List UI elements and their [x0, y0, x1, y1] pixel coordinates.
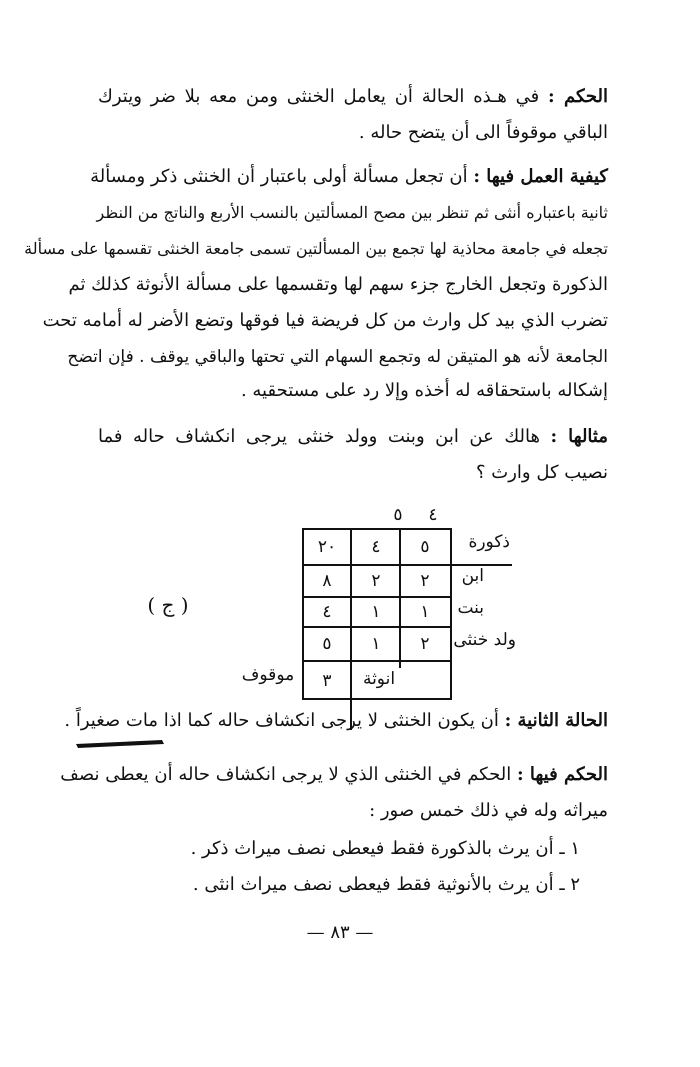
table-cell: ٨ — [322, 571, 332, 591]
text-line — [60, 762, 608, 788]
text-line: تجعله في جامعة محاذية لها تجمع بين المسألتين تسمى جامعة الخنثى تقسمها على مسألة — [24, 239, 608, 258]
text-line: نصيب كل وارث ؟ — [476, 462, 608, 483]
table-cell: ٤ — [371, 537, 381, 557]
section-label: الحكم : — [548, 86, 609, 107]
text-line: ثانية باعتباره أنثى ثم تنظر بين مصح المسألتين بالنسب الأربع والناتج من النظر — [96, 203, 608, 222]
text-line — [98, 84, 608, 110]
table-cell: ٥ — [420, 537, 430, 557]
row-label: ذكورة — [468, 532, 510, 552]
table-cell: ١ — [420, 602, 430, 622]
row-label: ابن — [461, 566, 484, 586]
text-span: هالك عن ابن وبنت وولد خنثى يرجى انكشاف حاله فما — [98, 426, 540, 447]
text-line — [98, 424, 608, 450]
table-cell: ٢ — [371, 571, 381, 591]
section-label: الحكم فيها : — [516, 764, 608, 785]
text-line: الباقي موقوفاً الى أن يتضح حاله . — [358, 122, 608, 143]
table-cell: ١ — [371, 602, 381, 622]
table-cell: ٢ — [420, 634, 430, 654]
above-table-number: ٤ — [428, 505, 438, 525]
page-number: — ٨٣ — — [306, 922, 374, 943]
table-cell: ١ — [371, 634, 381, 654]
text-span: في هـذه الحالة أن يعامل الخنثى ومن معه بلا ضر ويترك — [98, 86, 540, 107]
row-label: بنت — [457, 598, 484, 618]
text-line — [90, 164, 608, 190]
row-label: انوثة — [362, 669, 396, 689]
table-marker: ( ج ) — [147, 593, 189, 617]
table-cell: ٢٠ — [317, 537, 337, 557]
text-span: أن يكون الخنثى لا يرجى انكشاف حاله كما اذا مات صغيراً . — [64, 710, 499, 731]
text-span: الحكم في الخنثى الذي لا يرجى انكشاف حاله أن يعطى نصف — [60, 764, 512, 785]
section-label: مثالها : — [550, 426, 608, 447]
text-line — [64, 708, 608, 734]
row-label: ولد خنثى — [453, 630, 516, 650]
table-cell: ٢ — [420, 571, 430, 591]
table-cell: ٥ — [322, 634, 332, 654]
list-item: ٢ ـ أن يرث بالأنوثية فقط فيعطى نصف ميراث انثى . — [192, 874, 580, 895]
table-cell: ٤ — [322, 602, 332, 622]
section-label: كيفية العمل فيها : — [473, 166, 608, 187]
text-line: الجامعة لأنه هو المتيقن له وتجمع السهام التي تحتها والباقي يوقف . فإن اتضح — [67, 347, 608, 367]
table-divider — [302, 660, 450, 662]
text-line: ميراثه وله في ذلك خمس صور : — [369, 800, 608, 821]
section-label: الحالة الثانية : — [504, 710, 608, 731]
text-span: أن تجعل مسألة أولى باعتبار أن الخنثى ذكر ومسألة — [90, 166, 468, 187]
above-table-number: ٥ — [393, 505, 403, 525]
table-cell: ٣ — [322, 671, 332, 691]
table-divider — [302, 698, 352, 700]
text-line: الذكورة وتجعل الخارج جزء سهم لها وتقسمها على مسألة الأنوثة كذلك ثم — [68, 274, 608, 295]
table-divider — [399, 528, 401, 668]
list-item: ١ ـ أن يرث بالذكورة فقط فيعطى نصف ميراث ذكر . — [190, 838, 580, 859]
text-line: إشكاله باستحقاقه له أخذه وإلا رد على مستحقيه . — [240, 380, 608, 401]
ink-stroke-decoration — [74, 736, 166, 750]
text-line: تضرب الذي بيد كل وارث من كل فريضة فيا فوقها وتضع الأضر له أمامه تحت — [42, 310, 608, 331]
mawquf-label: موقوف — [241, 665, 295, 685]
